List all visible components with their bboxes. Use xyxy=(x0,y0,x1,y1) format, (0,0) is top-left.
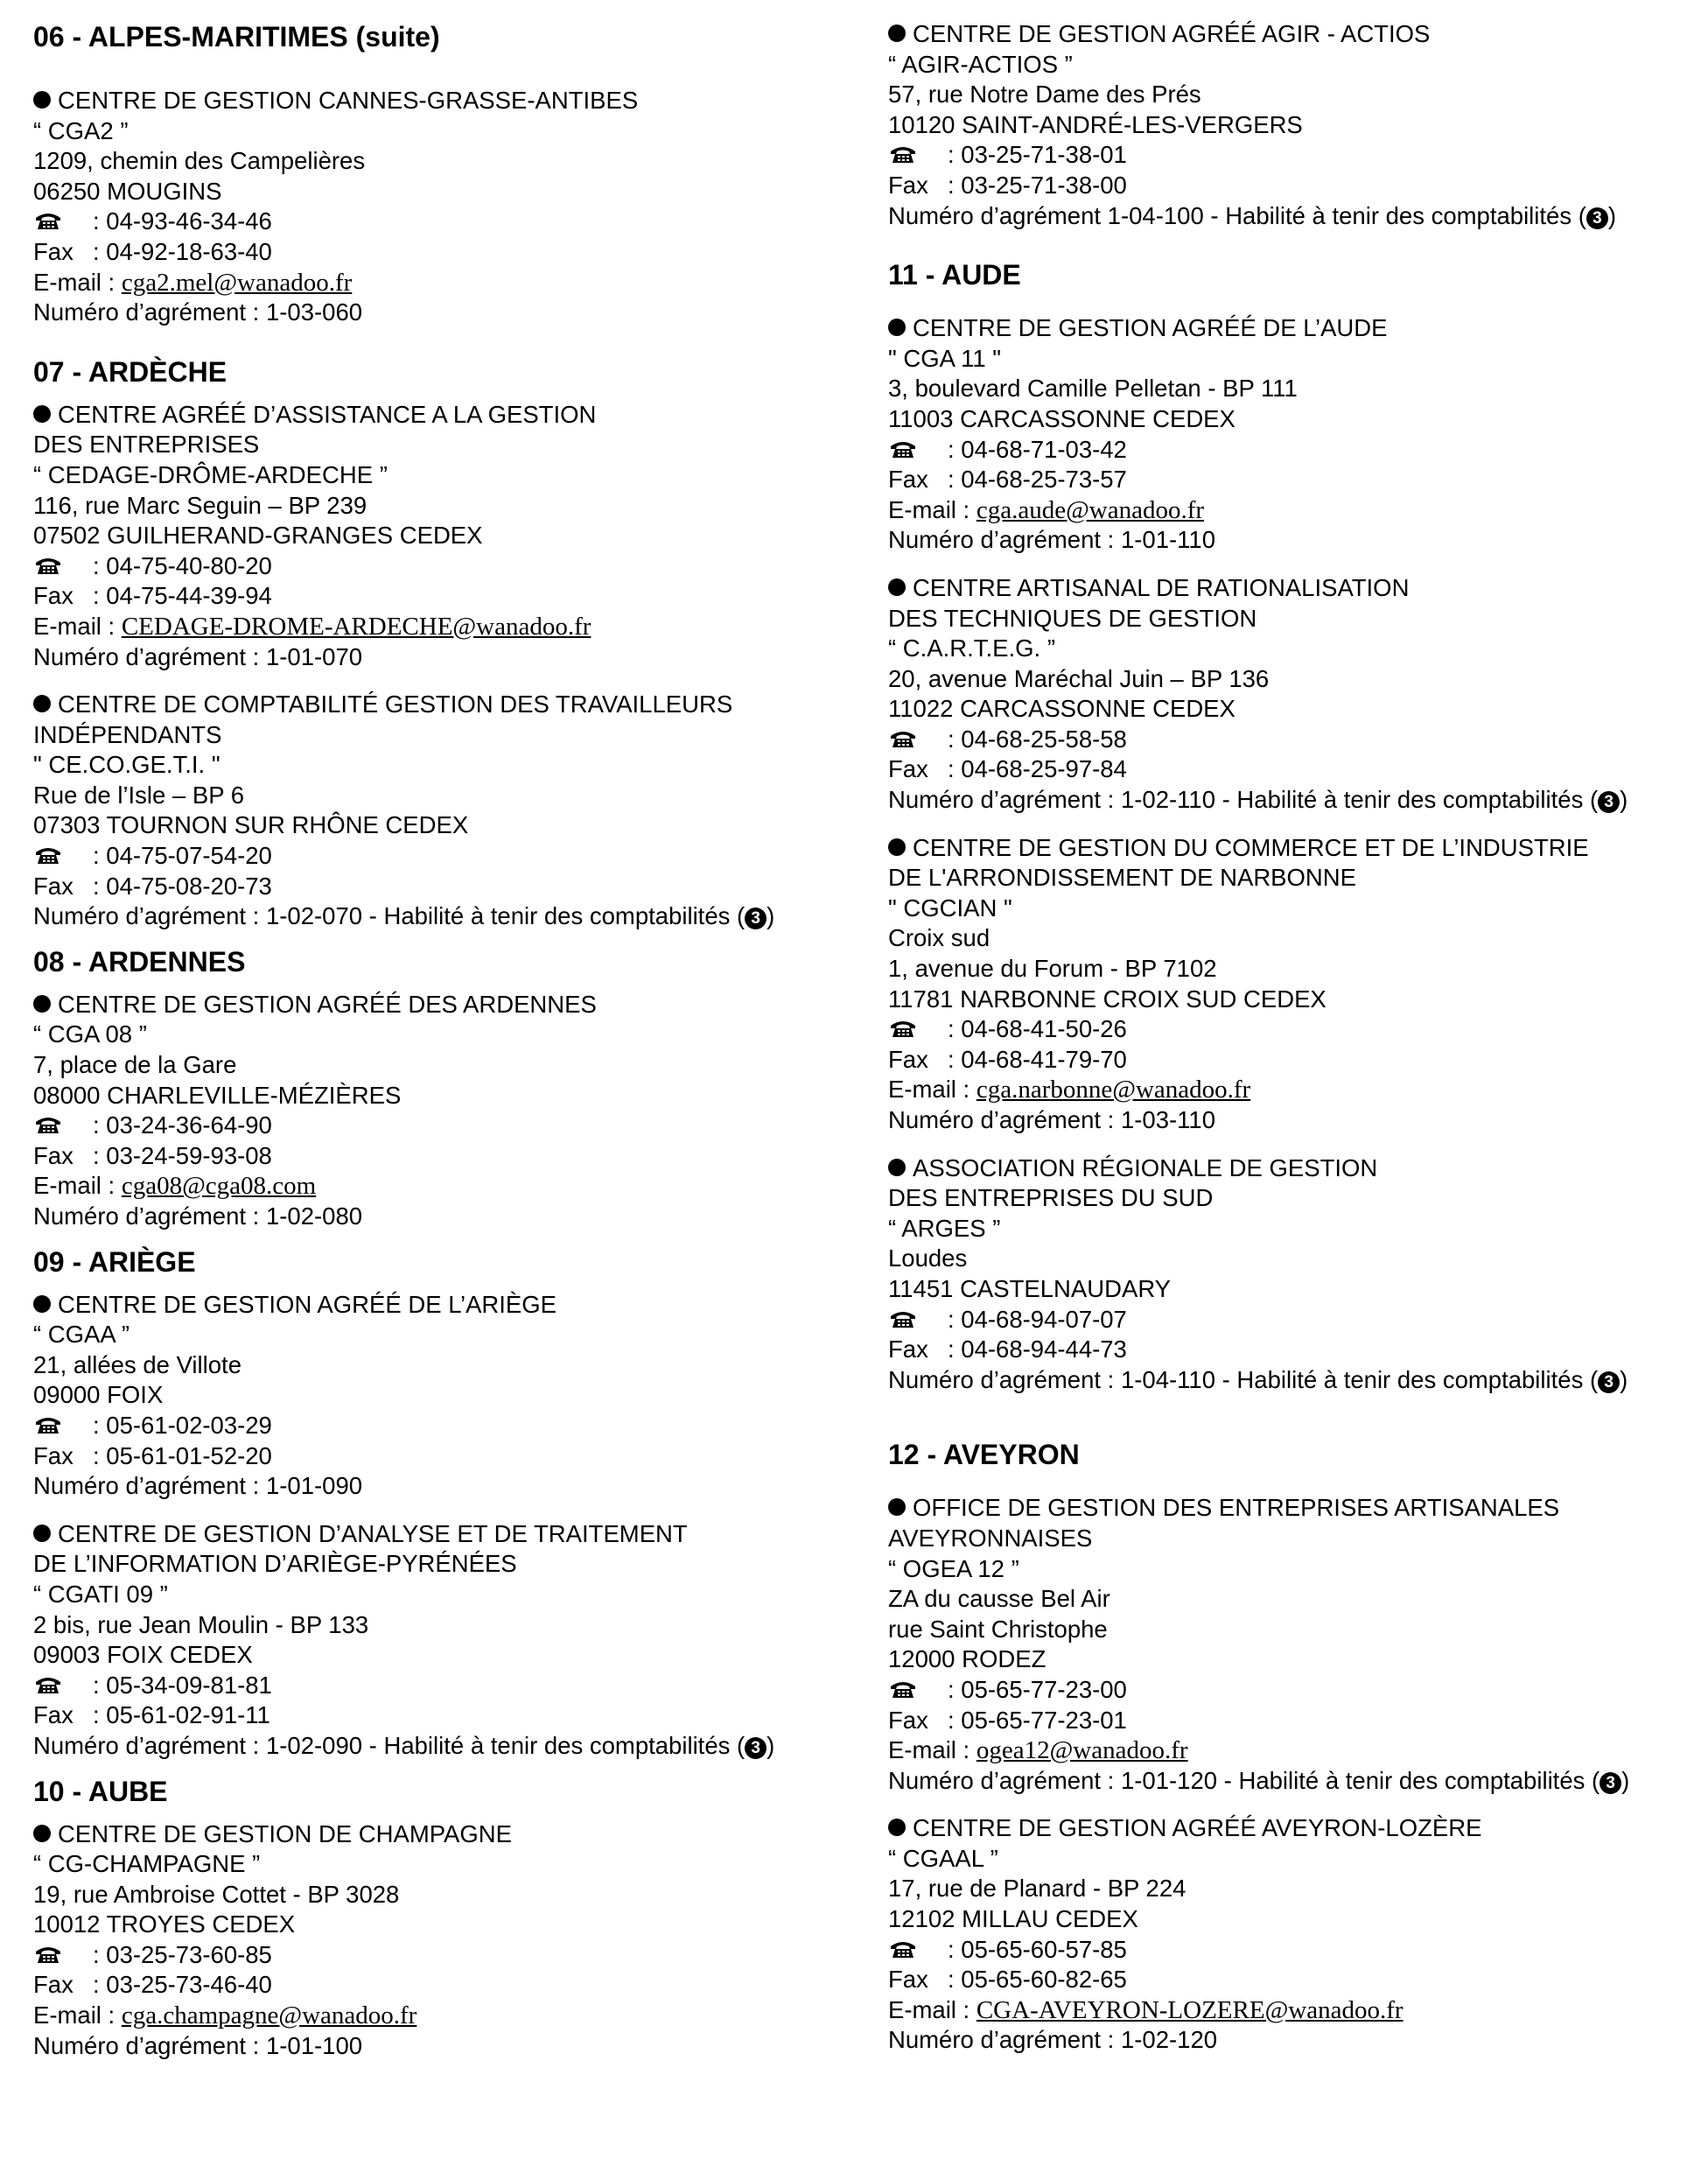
address-line: 21, allées de Villote xyxy=(33,1350,242,1378)
center-name-text: ASSOCIATION RÉGIONALE DE GESTION xyxy=(913,1153,1378,1181)
bullet-icon xyxy=(888,1819,906,1836)
phone-line xyxy=(33,1411,838,1441)
phone-number[interactable]: : 05-65-77-23-00 xyxy=(948,1675,1127,1703)
address-line: 06250 MOUGINS xyxy=(33,177,222,205)
agrement-line xyxy=(33,1471,838,1502)
center-entry xyxy=(888,573,1693,816)
center-name xyxy=(888,833,1693,864)
right-column xyxy=(888,19,1693,2056)
center-entry xyxy=(888,19,1693,231)
agrement-line xyxy=(888,525,1693,556)
email-link[interactable]: cga08@cga08.com xyxy=(121,1172,317,1201)
phone-line xyxy=(33,1671,838,1701)
address-line: 1, avenue du Forum - BP 7102 xyxy=(888,955,1217,983)
agrement-line xyxy=(888,2025,1693,2056)
center-name xyxy=(888,863,1693,894)
fax-label: Fax xyxy=(888,1706,928,1734)
center-acronym: “ CGAA ” xyxy=(33,1321,130,1349)
department-heading: 08 - ARDENNES xyxy=(33,945,246,978)
fax-line xyxy=(33,1700,838,1731)
department-section xyxy=(33,19,838,328)
bullet-icon xyxy=(33,1525,51,1542)
phone-number[interactable]: : 04-75-40-80-20 xyxy=(93,551,272,579)
center-acronym: “ CGATI 09 ” xyxy=(33,1580,168,1608)
center-name xyxy=(888,604,1693,634)
bullet-icon xyxy=(33,1295,51,1313)
phone-line xyxy=(33,1940,838,1971)
agrement-text: Numéro d’agrément : 1-01-120 - Habilité à tenir des comptabilités ( xyxy=(888,1766,1600,1794)
fax-number: : 04-68-25-97-84 xyxy=(948,755,1127,783)
address-line: 11022 CARCASSONNE CEDEX xyxy=(888,695,1236,723)
fax-line xyxy=(888,465,1693,495)
center-name xyxy=(888,19,1693,50)
email-line xyxy=(888,1075,1693,1105)
agrement-line xyxy=(33,2031,838,2062)
center-entry xyxy=(888,1153,1693,1396)
fax-label: Fax xyxy=(33,237,74,265)
email-link[interactable]: CEDAGE-DROME-ARDECHE@wanadoo.fr xyxy=(121,612,592,641)
center-name xyxy=(33,990,838,1020)
fax-number: : 03-25-73-46-40 xyxy=(93,1971,272,1999)
closing-paren: ) xyxy=(1621,1766,1630,1794)
agrement-line xyxy=(888,1766,1693,1797)
center-name xyxy=(33,400,838,431)
center-name-text: DES ENTREPRISES xyxy=(33,431,260,459)
fax-label: Fax xyxy=(888,466,928,494)
center-name-text: DES TECHNIQUES DE GESTION xyxy=(888,604,1257,632)
address-line: 3, boulevard Camille Pelletan - BP 111 xyxy=(888,375,1298,403)
center-name-text: CENTRE DE GESTION DU COMMERCE ET DE L’INDUSTRIE xyxy=(913,833,1589,861)
agrement-text: Numéro d’agrément : 1-01-100 xyxy=(33,2031,363,2059)
address-line: 2 bis, rue Jean Moulin - BP 133 xyxy=(33,1610,369,1638)
agrement-line xyxy=(888,1365,1693,1396)
phone-line xyxy=(888,1305,1693,1335)
number-three-icon: 3 xyxy=(1598,791,1620,813)
department-section xyxy=(888,19,1693,231)
center-entry xyxy=(33,1819,838,2062)
telephone-icon xyxy=(33,1111,93,1141)
fax-number: : 05-61-01-52-20 xyxy=(93,1441,272,1469)
center-entry xyxy=(33,990,838,1232)
address-line: Croix sud xyxy=(888,924,990,952)
center-name-text: OFFICE DE GESTION DES ENTREPRISES ARTISANALES xyxy=(913,1494,1560,1522)
number-three-icon: 3 xyxy=(745,1737,766,1759)
center-entry xyxy=(888,833,1693,1136)
email-label: E-mail : xyxy=(888,1995,976,2023)
center-name-text: DES ENTREPRISES DU SUD xyxy=(888,1184,1214,1212)
address-line: 57, rue Notre Dame des Prés xyxy=(888,81,1201,109)
agrement-line xyxy=(33,1202,838,1232)
agrement-text: Numéro d’agrément : 1-03-060 xyxy=(33,298,363,326)
bullet-icon xyxy=(888,25,906,42)
center-name-text: AVEYRONNAISES xyxy=(888,1524,1093,1552)
fax-line xyxy=(33,1441,838,1472)
fax-number: : 04-75-44-39-94 xyxy=(93,582,272,610)
center-name-text: CENTRE DE GESTION AGRÉÉ DE L’AUDE xyxy=(913,314,1388,342)
fax-label: Fax xyxy=(888,1966,928,1994)
department-heading: 11 - AUDE xyxy=(888,259,1021,291)
bullet-icon xyxy=(33,995,51,1013)
email-link[interactable]: CGA-AVEYRON-LOZERE@wanadoo.fr xyxy=(976,1995,1404,2024)
center-name-text: CENTRE DE GESTION DE CHAMPAGNE xyxy=(58,1819,512,1847)
bullet-icon xyxy=(33,695,51,712)
center-acronym: “ CGA2 ” xyxy=(33,116,129,144)
bullet-icon xyxy=(33,1825,51,1842)
phone-number[interactable]: : 05-61-02-03-29 xyxy=(93,1411,272,1439)
center-name xyxy=(888,1153,1693,1184)
fax-number: : 05-65-77-23-01 xyxy=(948,1706,1127,1734)
center-name-text: CENTRE DE GESTION AGRÉÉ AVEYRON-LOZÈRE xyxy=(913,1814,1482,1842)
fax-label: Fax xyxy=(33,1141,74,1169)
fax-label: Fax xyxy=(33,872,74,900)
email-label: E-mail : xyxy=(888,1076,976,1104)
phone-line xyxy=(888,725,1693,755)
address-line: Loudes xyxy=(888,1244,968,1272)
bullet-icon xyxy=(888,578,906,596)
department-section xyxy=(33,944,838,1232)
closing-paren: ) xyxy=(1620,786,1628,814)
email-link[interactable]: cga2.mel@wanadoo.fr xyxy=(121,268,353,297)
fax-label: Fax xyxy=(33,582,74,610)
department-heading: 10 - AUBE xyxy=(33,1775,168,1807)
center-acronym: “ CGA 08 ” xyxy=(33,1020,147,1048)
center-name xyxy=(888,1183,1693,1214)
closing-paren: ) xyxy=(766,902,775,930)
address-line: 07303 TOURNON SUR RHÔNE CEDEX xyxy=(33,811,469,839)
telephone-icon xyxy=(888,435,948,466)
department-heading: 09 - ARIÈGE xyxy=(33,1245,196,1278)
center-name-text: CENTRE DE GESTION CANNES-GRASSE-ANTIBES xyxy=(58,87,639,114)
center-name xyxy=(33,1519,838,1550)
center-name-text: CENTRE DE GESTION AGRÉÉ DE L’ARIÈGE xyxy=(58,1290,556,1318)
phone-line xyxy=(33,1111,838,1141)
email-label: E-mail : xyxy=(33,2001,122,2029)
address-line: 09003 FOIX CEDEX xyxy=(33,1641,253,1669)
phone-number[interactable]: : 04-68-41-50-26 xyxy=(948,1015,1127,1043)
email-line xyxy=(888,1995,1693,2026)
fax-number: : 04-92-18-63-40 xyxy=(93,237,272,265)
agrement-text: Numéro d’agrément 1-04-100 - Habilité à tenir des comptabilités ( xyxy=(888,201,1586,229)
center-name-text: DE L'ARRONDISSEMENT DE NARBONNE xyxy=(888,864,1356,892)
telephone-icon xyxy=(33,207,93,237)
address-line: 20, avenue Maréchal Juin – BP 136 xyxy=(888,664,1270,692)
center-name xyxy=(33,430,838,460)
agrement-text: Numéro d’agrément : 1-03-110 xyxy=(888,1106,1215,1133)
fax-label: Fax xyxy=(33,1971,74,1999)
center-name-text: CENTRE DE GESTION AGRÉÉ DES ARDENNES xyxy=(58,990,597,1018)
email-label: E-mail : xyxy=(33,612,122,640)
center-acronym: “ CG-CHAMPAGNE ” xyxy=(33,1850,261,1878)
closing-paren: ) xyxy=(1620,1365,1628,1393)
telephone-icon xyxy=(33,841,93,872)
telephone-icon xyxy=(33,1671,93,1701)
fax-number: : 04-75-08-20-73 xyxy=(93,872,272,900)
center-acronym: “ CGAAL ” xyxy=(888,1844,998,1872)
email-link[interactable]: cga.narbonne@wanadoo.fr xyxy=(976,1076,1251,1104)
email-link[interactable]: cga.champagne@wanadoo.fr xyxy=(121,2001,417,2030)
left-column xyxy=(33,19,838,2061)
bullet-icon xyxy=(888,1498,906,1516)
address-line: 116, rue Marc Seguin – BP 239 xyxy=(33,491,368,519)
phone-number[interactable]: : 03-24-36-64-90 xyxy=(93,1111,272,1139)
fax-label: Fax xyxy=(888,1045,928,1073)
phone-line xyxy=(888,140,1693,171)
agrement-line xyxy=(33,298,838,328)
email-link[interactable]: ogea12@wanadoo.fr xyxy=(976,1736,1188,1765)
fax-label: Fax xyxy=(888,1335,928,1363)
fax-line xyxy=(33,1141,838,1172)
number-three-icon: 3 xyxy=(1586,207,1608,229)
address-line: 08000 CHARLEVILLE-MÉZIÈRES xyxy=(33,1081,402,1109)
phone-number[interactable]: : 04-68-25-58-58 xyxy=(948,725,1127,753)
center-name xyxy=(888,573,1693,604)
center-acronym: " CGA 11 " xyxy=(888,344,1002,372)
phone-line xyxy=(33,207,838,237)
phone-line xyxy=(33,841,838,872)
bullet-icon xyxy=(33,91,51,109)
center-entry xyxy=(888,1493,1693,1796)
center-name-text: DE L’INFORMATION D’ARIÈGE-PYRÉNÉES xyxy=(33,1550,517,1578)
fax-number: : 05-65-60-82-65 xyxy=(948,1966,1127,1994)
fax-number: : 04-68-94-44-73 xyxy=(948,1335,1127,1363)
center-name xyxy=(33,690,838,720)
center-entry xyxy=(888,313,1693,556)
phone-number[interactable]: : 04-68-71-03-42 xyxy=(948,435,1127,463)
bullet-icon xyxy=(888,319,906,336)
email-line xyxy=(33,1171,838,1202)
agrement-text: Numéro d’agrément : 1-01-070 xyxy=(33,642,363,670)
center-name xyxy=(33,720,838,751)
number-three-icon: 3 xyxy=(1600,1772,1621,1794)
fax-line xyxy=(888,1045,1693,1076)
agrement-text: Numéro d’agrément : 1-02-120 xyxy=(888,2026,1218,2054)
telephone-icon xyxy=(888,1014,948,1045)
agrement-line xyxy=(888,785,1693,816)
agrement-text: Numéro d’agrément : 1-02-070 - Habilité à tenir des comptabilités ( xyxy=(33,902,746,930)
agrement-text: Numéro d’agrément : 1-02-110 - Habilité à tenir des comptabilités ( xyxy=(888,786,1599,814)
center-name xyxy=(888,1813,1693,1844)
center-entry xyxy=(888,1813,1693,2056)
telephone-icon xyxy=(33,1940,93,1971)
agrement-text: Numéro d’agrément : 1-04-110 - Habilité à tenir des comptabilités ( xyxy=(888,1365,1599,1393)
agrement-text: Numéro d’agrément : 1-02-080 xyxy=(33,1202,363,1230)
fax-line xyxy=(33,1970,838,2001)
email-line xyxy=(33,612,838,642)
email-label: E-mail : xyxy=(888,1736,976,1764)
phone-number[interactable]: : 05-65-60-57-85 xyxy=(948,1935,1127,1963)
phone-line xyxy=(888,1935,1693,1966)
agrement-line xyxy=(888,201,1693,232)
fax-line xyxy=(33,237,838,268)
email-line xyxy=(888,495,1693,526)
phone-line xyxy=(888,1675,1693,1706)
fax-number: : 04-68-41-79-70 xyxy=(948,1045,1127,1073)
fax-line xyxy=(33,581,838,612)
number-three-icon: 3 xyxy=(1598,1371,1620,1393)
telephone-icon xyxy=(888,1305,948,1335)
telephone-icon xyxy=(888,140,948,171)
center-entry xyxy=(33,86,838,328)
center-name xyxy=(888,313,1693,344)
email-link[interactable]: cga.aude@wanadoo.fr xyxy=(976,495,1205,524)
phone-number[interactable]: : 04-68-94-07-07 xyxy=(948,1305,1127,1333)
closing-paren: ) xyxy=(1607,201,1617,229)
center-acronym: " CE.CO.GE.T.I. " xyxy=(33,751,220,779)
phone-number[interactable]: : 03-25-73-60-85 xyxy=(93,1940,272,1968)
fax-label: Fax xyxy=(33,1441,74,1469)
address-line: 11781 NARBONNE CROIX SUD CEDEX xyxy=(888,985,1326,1013)
center-entry xyxy=(33,400,838,672)
agrement-line xyxy=(888,1105,1693,1136)
center-acronym: “ CEDAGE-DRÔME-ARDECHE ” xyxy=(33,460,388,488)
agrement-text: Numéro d’agrément : 1-01-110 xyxy=(888,526,1215,554)
address-line: 11003 CARCASSONNE CEDEX xyxy=(888,404,1236,432)
center-acronym: “ OGEA 12 ” xyxy=(888,1554,1019,1582)
center-name-text: CENTRE ARTISANAL DE RATIONALISATION xyxy=(913,573,1410,601)
bullet-icon xyxy=(888,1159,906,1176)
address-line: rue Saint Christophe xyxy=(888,1615,1108,1643)
center-name-text: CENTRE DE COMPTABILITÉ GESTION DES TRAVAILLEURS xyxy=(58,690,733,718)
address-line: 17, rue de Planard - BP 224 xyxy=(888,1875,1186,1903)
center-acronym: “ C.A.R.T.E.G. ” xyxy=(888,634,1055,662)
center-entry xyxy=(33,1519,838,1762)
fax-line xyxy=(888,1706,1693,1736)
address-line: 19, rue Ambroise Cottet - BP 3028 xyxy=(33,1880,400,1908)
email-label: E-mail : xyxy=(33,1172,122,1200)
fax-label: Fax xyxy=(888,755,928,783)
bullet-icon xyxy=(33,405,51,423)
agrement-line xyxy=(33,1731,838,1762)
center-name xyxy=(888,1524,1693,1554)
fax-number: : 05-61-02-91-11 xyxy=(93,1701,270,1729)
fax-label: Fax xyxy=(888,171,928,199)
fax-number: : 03-24-59-93-08 xyxy=(93,1141,272,1169)
center-name-text: CENTRE DE GESTION D’ANALYSE ET DE TRAITEMENT xyxy=(58,1519,688,1547)
department-section xyxy=(33,1774,838,2062)
department-section xyxy=(888,1437,1693,2056)
center-acronym: “ ARGES ” xyxy=(888,1214,1001,1242)
department-heading: 12 - AVEYRON xyxy=(888,1439,1080,1471)
phone-number[interactable]: : 05-34-09-81-81 xyxy=(93,1671,272,1699)
center-name xyxy=(33,1549,838,1580)
center-acronym: “ AGIR-ACTIOS ” xyxy=(888,50,1073,78)
center-name xyxy=(33,86,838,116)
center-acronym: " CGCIAN " xyxy=(888,894,1012,922)
center-entry xyxy=(33,1290,838,1502)
telephone-icon xyxy=(888,725,948,755)
address-line: Rue de l’Isle – BP 6 xyxy=(33,781,245,809)
telephone-icon xyxy=(888,1935,948,1966)
address-line: 1209, chemin des Campelières xyxy=(33,147,366,175)
fax-number: : 04-68-25-73-57 xyxy=(948,466,1127,494)
center-name xyxy=(33,1819,838,1850)
phone-line xyxy=(33,551,838,582)
department-section xyxy=(33,354,838,932)
telephone-icon xyxy=(33,1411,93,1441)
center-name xyxy=(33,1290,838,1321)
address-line: 11451 CASTELNAUDARY xyxy=(888,1274,1172,1302)
department-heading: 06 - ALPES-MARITIMES (suite) xyxy=(33,21,440,53)
agrement-text: Numéro d’agrément : 1-01-090 xyxy=(33,1472,363,1500)
number-three-icon: 3 xyxy=(745,908,766,929)
agrement-line xyxy=(33,901,838,932)
center-name-text: CENTRE DE GESTION AGRÉÉ AGIR - ACTIOS xyxy=(913,20,1431,47)
fax-line xyxy=(888,1965,1693,1995)
fax-line xyxy=(888,171,1693,201)
center-name-text: CENTRE AGRÉÉ D’ASSISTANCE A LA GESTION xyxy=(58,400,597,428)
phone-line xyxy=(888,1014,1693,1045)
address-line: 09000 FOIX xyxy=(33,1381,164,1409)
address-line: 12102 MILLAU CEDEX xyxy=(888,1905,1138,1933)
agrement-text: Numéro d’agrément : 1-02-090 - Habilité à tenir des comptabilités ( xyxy=(33,1731,746,1759)
fax-number: : 03-25-71-38-00 xyxy=(948,171,1127,199)
email-label: E-mail : xyxy=(33,268,122,296)
address-line: 10120 SAINT-ANDRÉ-LES-VERGERS xyxy=(888,110,1303,138)
address-line: 7, place de la Gare xyxy=(33,1051,237,1079)
phone-number[interactable]: : 03-25-71-38-01 xyxy=(948,141,1127,169)
phone-number[interactable]: : 04-93-46-34-46 xyxy=(93,207,272,235)
department-section xyxy=(33,1244,838,1762)
address-line: 10012 TROYES CEDEX xyxy=(33,1910,296,1938)
center-entry xyxy=(33,690,838,932)
fax-line xyxy=(33,872,838,902)
email-line xyxy=(33,2001,838,2031)
fax-line xyxy=(888,754,1693,785)
department-heading: 07 - ARDÈCHE xyxy=(33,355,228,388)
email-label: E-mail : xyxy=(888,495,976,523)
telephone-icon xyxy=(888,1675,948,1706)
phone-line xyxy=(888,435,1693,466)
department-section xyxy=(888,257,1693,1395)
fax-line xyxy=(888,1335,1693,1365)
phone-number[interactable]: : 04-75-07-54-20 xyxy=(93,842,272,870)
agrement-line xyxy=(33,642,838,673)
address-line: ZA du causse Bel Air xyxy=(888,1585,1110,1613)
closing-paren: ) xyxy=(766,1731,775,1759)
bullet-icon xyxy=(888,838,906,856)
center-name-text: INDÉPENDANTS xyxy=(33,720,222,748)
center-name xyxy=(888,1493,1693,1524)
telephone-icon xyxy=(33,551,93,582)
address-line: 07502 GUILHERAND-GRANGES CEDEX xyxy=(33,522,483,550)
email-line xyxy=(33,268,838,298)
email-line xyxy=(888,1735,1693,1766)
fax-label: Fax xyxy=(33,1701,74,1729)
address-line: 12000 RODEZ xyxy=(888,1645,1046,1673)
